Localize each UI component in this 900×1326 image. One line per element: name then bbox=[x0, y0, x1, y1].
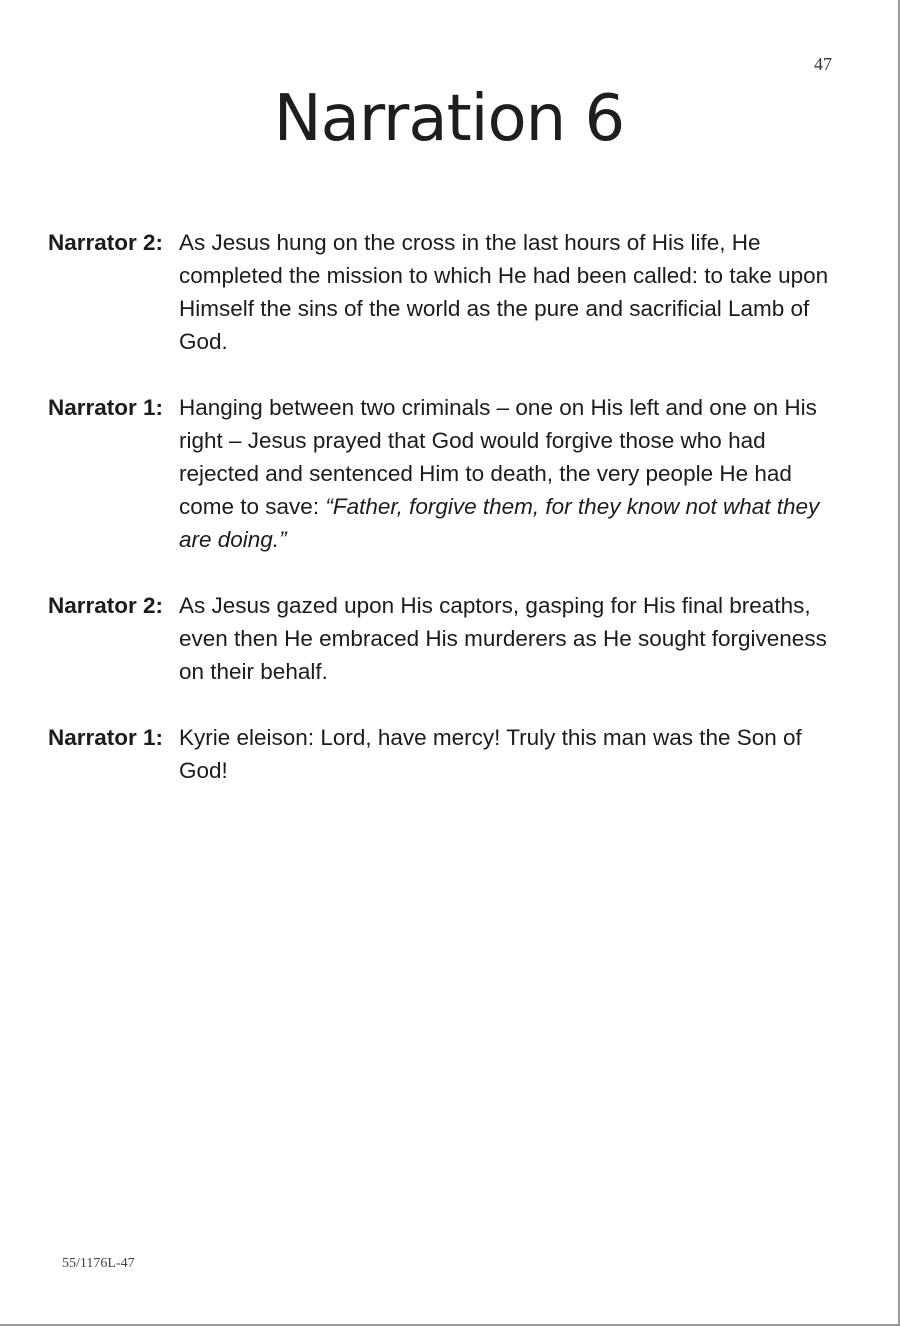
speech-text: Kyrie eleison: Lord, have mercy! Truly this man was the Son of God! bbox=[179, 725, 802, 783]
speech-block bbox=[179, 391, 848, 556]
speaker-label: Narrator 1: bbox=[48, 725, 164, 750]
narration-script bbox=[48, 226, 848, 820]
footer-code: 55/1176L-47 bbox=[62, 1256, 135, 1271]
page-title: Narration 6 bbox=[273, 82, 625, 156]
speech-text: Hanging between two criminals – one on His left and one on His right – Jesus prayed that God would forgive those who had rejected and sentenced Him to death, the very people He had come to save: bbox=[179, 395, 817, 519]
narration-entry bbox=[48, 226, 848, 358]
speech-quote: “Father, forgive them, for they know not what they are doing.” bbox=[179, 494, 820, 552]
speech-text: As Jesus hung on the cross in the last hours of His life, He completed the mission to which He had been called: to take upon Himself the sins of the world as the pure and sacrificial Lamb of God. bbox=[179, 230, 829, 354]
page-number: 47 bbox=[814, 54, 832, 74]
narration-entry bbox=[48, 589, 848, 688]
speaker-label: Narrator 1: bbox=[48, 395, 164, 420]
narration-entry bbox=[48, 721, 848, 787]
narration-entry bbox=[48, 391, 848, 556]
speaker-label: Narrator 2: bbox=[48, 593, 164, 618]
speech-text: As Jesus gazed upon His captors, gasping for His final breaths, even then He embraced His murderers as He sought forgiveness on their behalf. bbox=[179, 593, 827, 684]
speaker-label: Narrator 2: bbox=[48, 230, 164, 255]
